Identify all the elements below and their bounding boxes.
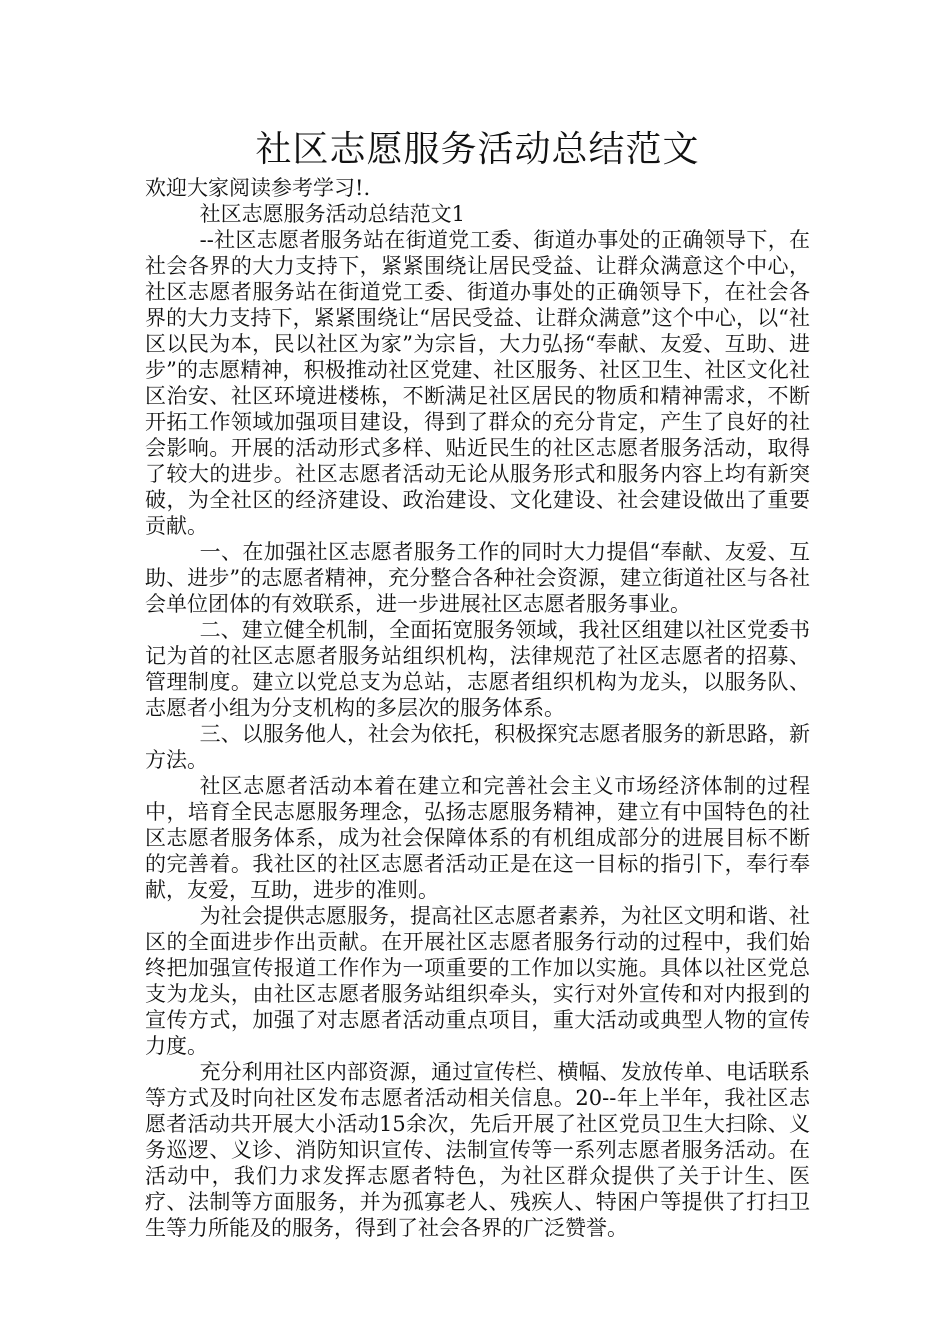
document-page	[145, 125, 810, 1241]
paragraph: 充分利用社区内部资源，通过宣传栏、横幅、发放传单、电话联系等方式及时向社区发布志愿者活动相关信息。20--年上半年，我社区志愿者活动共开展大小活动15余次，先后开展了社区党员卫生大扫除、义务巡逻、义诊、消防知识宣传、法制宣传等一系列志愿者服务活动。在活动中，我们力求发挥志愿者特色，为社区群众提供了关于计生、医疗、法制等方面服务，并为孤寡老人、残疾人、特困户等提供了打扫卫生等力所能及的服务，得到了社会各界的广泛赞誉。	[145, 1060, 810, 1240]
paragraph: 社区志愿者活动本着在建立和完善社会主义市场经济体制的过程中，培育全民志愿服务理念，弘扬志愿服务精神，建立有中国特色的社区志愿者服务体系，成为社会保障体系的有机组成部分的进展目标不断的完善着。我社区的社区志愿者活动正是在这一目标的指引下，奉行奉献，友爱，互助，进步的准则。	[145, 774, 810, 902]
paragraph: 为社会提供志愿服务，提高社区志愿者素养，为社区文明和谐、社区的全面进步作出贡献。在开展社区志愿者服务行动的过程中，我们始终把加强宣传报道工作作为一项重要的工作加以实施。具体以社区党总支为龙头，由社区志愿者服务站组织牵头，实行对外宣传和对内报到的宣传方式，加强了对志愿者活动重点项目，重大活动或典型人物的宣传力度。	[145, 904, 810, 1058]
paragraph: --社区志愿者服务站在街道党工委、街道办事处的正确领导下，在社会各界的大力支持下，紧紧围绕让居民受益、让群众满意这个中心，社区志愿者服务站在街道党工委、街道办事处的正确领导下，在社会各界的大力支持下，紧紧围绕让“居民受益、让群众满意”这个中心，以“社区以民为本，民以社区为家”为宗旨，大力弘扬“奉献、友爱、互助、进步”的志愿精神，积极推动社区党建、社区服务、社区卫生、社区文化社区治安、社区环境进楼栋，不断满足社区居民的物质和精神需求，不断开拓工作领域加强项目建设，得到了群众的充分肯定，产生了良好的社会影响。开展的活动形式多样、贴近民生的社区志愿者服务活动，取得了较大的进步。社区志愿者活动无论从服务形式和服务内容上均有新突破，为全社区的经济建设、政治建设、文化建设、社会建设做出了重要贡献。	[145, 228, 810, 538]
paragraph: 三、以服务他人，社会为依托，积极探究志愿者服务的新思路，新方法。	[145, 722, 810, 772]
paragraph: 一、在加强社区志愿者服务工作的同时大力提倡“奉献、友爱、互助、进步”的志愿者精神，充分整合各种社会资源，建立街道社区与各社会单位团体的有效联系，进一步进展社区志愿者服务事业。	[145, 540, 810, 616]
intro-line: 欢迎大家阅读参考学习!.	[145, 176, 371, 200]
document-title: 社区志愿服务活动总结范文	[255, 129, 700, 170]
section-subtitle: 社区志愿服务活动总结范文1	[199, 202, 465, 226]
paragraph: 二、建立健全机制，全面拓宽服务领域，我社区组建以社区党委书记为首的社区志愿者服务站组织机构，法律规范了社区志愿者的招募、管理制度。建立以党总支为总站，志愿者组织机构为龙头，以服务队、志愿者小组为分支机构的多层次的服务体系。	[145, 618, 810, 720]
